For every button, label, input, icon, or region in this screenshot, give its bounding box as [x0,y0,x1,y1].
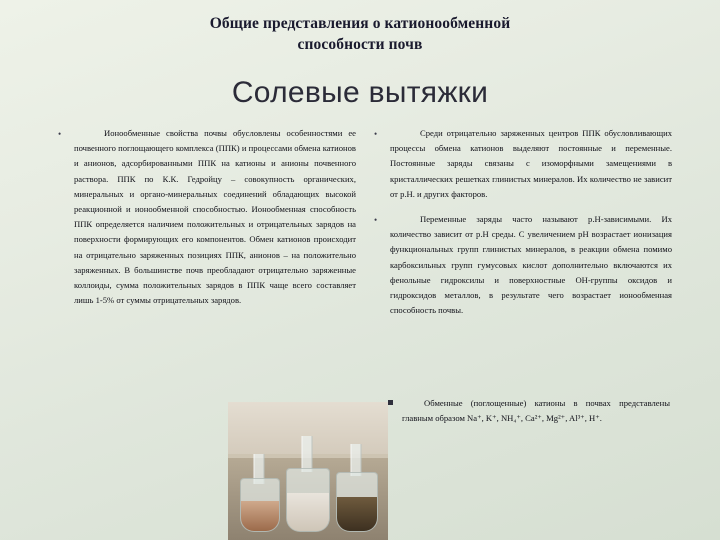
paragraph-text: Переменные заряды часто называют р.Н-зависимыми. Их количество зависит от р.Н среды. С увеличением рН возрастает ионизация функциональных групп глинистых минералов, в реакции обмена помимо карбоксильных групп гумусовых кислот дополнительно включаются их фенольные гидроксилы и поверхностные ОН-группы оксидов и гидроксидов металлов, в результате чего возрастает ионообменная способность почвы. [390,214,672,316]
slide-subtitle: Солевые вытяжки [231,76,489,109]
title-line-2: способности почв [297,35,423,53]
bullet-icon: • [58,129,62,139]
flask-liquid [287,493,329,531]
bullet-icon: • [374,215,378,226]
flask-liquid [337,497,377,531]
flask-body [336,472,378,532]
page-title [60,14,660,56]
content-columns [58,126,672,328]
paragraph [58,126,356,308]
flask-liquid [241,501,279,531]
paragraph [374,212,672,318]
right-column [374,126,672,328]
title-line-1: Общие представления о катионообменной [209,15,511,32]
left-column [58,126,356,328]
flask-1 [240,454,278,532]
bullet-icon: • [374,129,378,139]
flask-body [240,478,280,532]
paragraph-text: Среди отрицательно заряженных центров ППК обусловливающих процессы обмена катионов выделяют постоянные и переменные. Постоянные заряды связаны с изоморфными замещениями в кристаллических решетках глинистых минералов. Их количество не зависит от р.Н. и других факторов. [390,128,672,199]
paragraph [374,126,672,202]
flask-neck [302,436,313,472]
flask-body [286,468,330,532]
laboratory-flasks-photo [228,402,388,540]
bottom-paragraph-text: Обменные (поглощенные) катионы в почвах представлены главным образом Na⁺, K⁺, NH₄⁺, Ca²⁺, Mg²⁺, Al³⁺, H⁺. [402,398,670,424]
flask-3 [336,444,376,532]
square-bullet-icon [388,400,393,405]
flask-2 [286,436,328,532]
paragraph-text: Ионообменные свойства почвы обусловлены особенностями ее почвенного поглощающего комплекса (ППК) и процессами обмена катионов и анионов, адсорбированными ППК на катионы и анионы почвенного раствора. ППК по К.К. Гедройцу – совокупность органических, минеральных и органо-минеральных соединений обладающих высокой реакционной и ионообменной способностью. Ионообменная способность ППК определяется наличием положительных и отрицательных зарядов на поверхности формирующих его компонентов. Обмен катионов происходит на отрицательно заряженных позициях ППК, анионов – на положительно заряженных. В большинстве почв преобладают отрицательно заряженные коллоиды, сумма положительных зарядов в ППК чаще всего составляет лишь 1-5% от суммы отрицательных зарядов. [74,128,356,306]
